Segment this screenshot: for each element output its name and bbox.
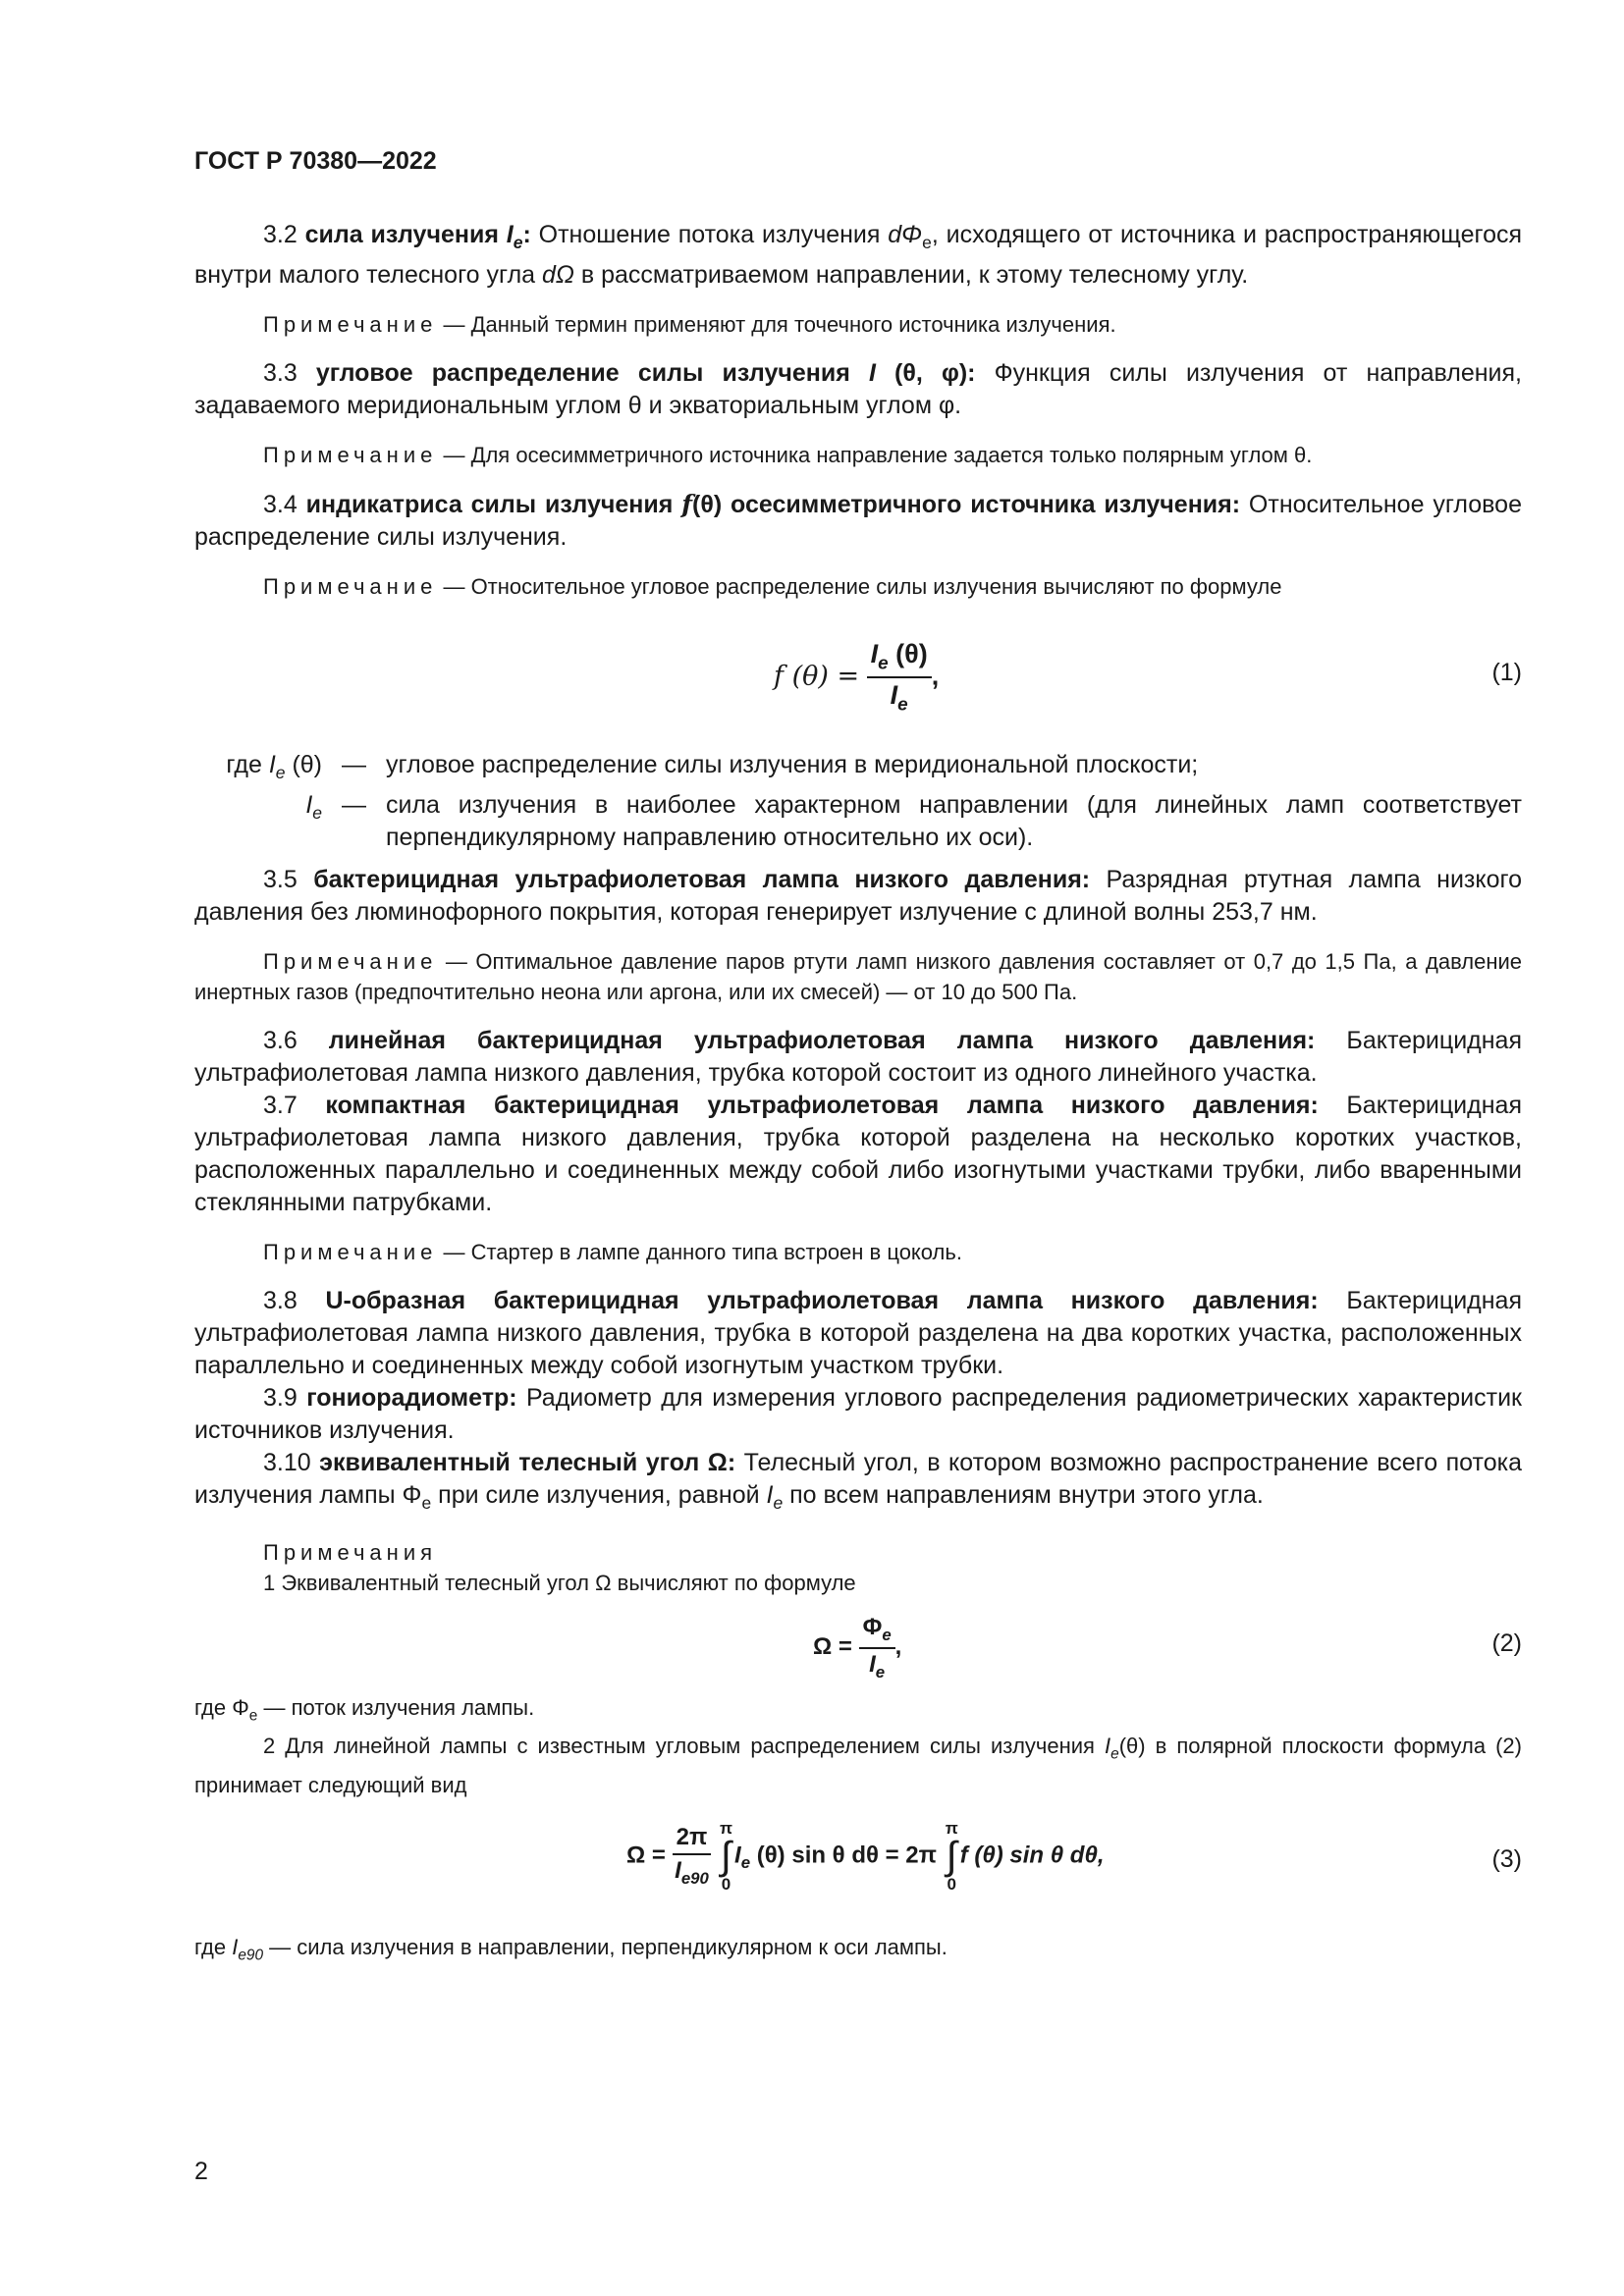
note-3-10-2: 2 Для линейной лампы с известным угловым распределением силы излучения $I_e(\theta)$ в полярной плоскости формула (2) принимает следующий вид [194, 1734, 1522, 1797]
term-3-9: 3.9 гониорадиометр: Радиометр для измерения углового распределения радиометрических характеристик источников излучения. [194, 1384, 1522, 1444]
note-3-7: Примечание — Стартер в лампе данного типа встроен в цоколь. [263, 1240, 962, 1264]
note-3-4: Примечание — Относительное угловое распределение силы излучения вычисляют по формуле [263, 574, 1282, 599]
formula-2: Ω = $\frac{\Phi_e}{I_e}$ , (2) [813, 1614, 1522, 1682]
term-3-7: 3.7 компактная бактерицидная ультрафиолетовая лампа низкого давления: Бактерицидная ультрафиолетовая лампа низкого давления, трубка которой разделена на несколько коротких участков, расположенных параллельно и соединенных между собой либо изогнутыми участками трубки, либо вваренными стеклянными патрубками. [194, 1092, 1522, 1216]
formula-1-number: (1) [1491, 659, 1522, 686]
term-3-8: 3.8 U-образная бактерицидная ультрафиолетовая лампа низкого давления: Бактерицидная ультрафиолетовая лампа низкого давления, трубка в которой разделена на два коротких участка, расположенных параллельно и соединенных между собой изогнутым участком трубки. [194, 1287, 1522, 1379]
where-list-1: где $I_e$ (θ) — угловое распределение силы излучения в меридиональной плоскости; $I_e$ — сила излучения в наиболее характерном направлении (для линейных ламп соответствует перпендикулярному направлению относительно их оси). [226, 751, 1522, 851]
note-3-5: Примечание — Оптимальное давление паров ртути ламп низкого давления составляет от 0,7 до 1,5 Па, а давление инертных газов (предпочтительно неона или аргона, или их смесей) — от 10 до 500 Па. [194, 949, 1522, 1004]
formula-2-number: (2) [1491, 1629, 1522, 1657]
formula-3-fraction: $\frac{2\pi}{I_{e90}}$ [673, 1824, 712, 1889]
where-3-10-ie90: где $I_{e90}$ — сила излучения в направлении, перпендикулярном к оси лампы. [194, 1934, 947, 1964]
document-header: ГОСТ Р 70380—2022 [194, 147, 437, 175]
term-3-10: 3.10 эквивалентный телесный угол Ω: Телесный угол, в котором возможно распространение всего потока излучения лампы $\Phi_e$ при силе излучения, равной $I_e$ по всем направлениям внутри этого угла. [194, 1449, 1522, 1513]
document-page [194, 147, 1522, 1970]
page-number: 2 [194, 2158, 208, 2185]
term-3-2: 3.2 сила излучения $I_e$: Отношение потока излучения $d\Phi_e$, исходящего от источника и распространяющегося внутри малого телесного угла dΩ в рассматриваемом направлении, к этому телесному углу. [194, 221, 1523, 289]
formula-2-fraction: $\frac{\Phi_e}{I_e}$ [859, 1614, 895, 1682]
term-3-5: 3.5 бактерицидная ультрафиолетовая лампа низкого давления: Разрядная ртутная лампа низкого давления без люминофорного покрытия, которая генерирует излучение с длиной волны 253,7 нм. [194, 866, 1522, 926]
integral-sign-2: π ∫ 0 [945, 1818, 958, 1894]
where-3-10-phi: где $\Phi_e$ — поток излучения лампы. [194, 1695, 535, 1725]
term-3-3: 3.3 угловое распределение силы излучения I (θ, φ): Функция силы излучения от направления, задаваемого меридиональным углом θ и экваториальным углом φ. [194, 359, 1522, 419]
formula-3: Ω = $\frac{2\pi}{I_{e90}}$ π ∫ 0 $I_e$ (θ) sin θ dθ = 2π π ∫ 0 f (θ) sin θ dθ, (3) [626, 1818, 1522, 1894]
integral-sign-1: π ∫ 0 [720, 1818, 733, 1894]
note-3-10-1: 1 Эквивалентный телесный угол Ω вычисляют по формуле [263, 1571, 856, 1595]
formula-1: f (θ) = $\frac{I_e (\theta)}{I_e}$ , (1) [774, 639, 1522, 716]
notes-heading-3-10: Примечания [263, 1540, 438, 1565]
formula-1-fraction: $\frac{I_e (\theta)}{I_e}$ [867, 639, 932, 717]
note-3-3: Примечание — Для осесимметричного источника направление задается только полярным углом θ. [263, 443, 1313, 467]
term-3-4: 3.4 индикатриса силы излучения f(θ) осесимметричного источника излучения: Относительное угловое распределение силы излучения. [194, 490, 1522, 551]
formula-3-number: (3) [1491, 1844, 1522, 1873]
note-3-2: Примечание — Данный термин применяют для точечного источника излучения. [263, 312, 1116, 337]
term-3-6: 3.6 линейная бактерицидная ультрафиолетовая лампа низкого давления: Бактерицидная ультрафиолетовая лампа низкого давления, трубка которой состоит из одного линейного участка. [194, 1027, 1523, 1087]
